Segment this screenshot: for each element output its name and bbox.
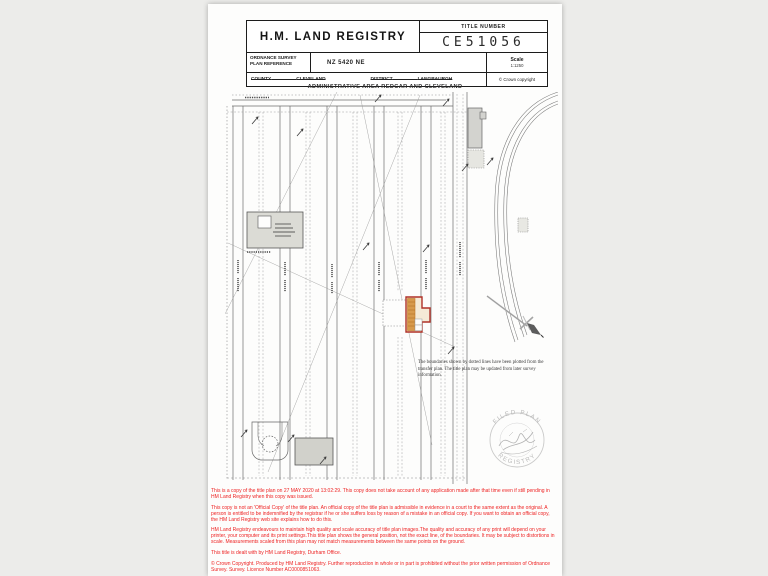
top-street (232, 100, 453, 106)
os-plan-reference-value: NZ 5420 NE (327, 59, 366, 66)
crease-lines (225, 92, 455, 472)
footer-paragraph-copy-date: This is a copy of the title plan on 27 MAY 2020 at 13:02:29. This copy does not take account of any application made after that time even if still pending in HM Land Registry when this copy was issued. (211, 488, 550, 500)
railway-curves (495, 92, 558, 342)
title-number-box (420, 21, 547, 52)
header-row-2 (247, 53, 547, 73)
crown-copyright-cell: © Crown copyright (486, 73, 547, 86)
cul-de-sac (252, 422, 288, 460)
school-building (247, 212, 303, 252)
scale-value: 1:1250 (510, 63, 524, 68)
os-plan-reference-label (247, 53, 311, 72)
adjacent-plot (383, 300, 406, 326)
administrative-area-heading: ADMINISTRATIVE AREA REDCAR AND CLEVELAND (307, 84, 463, 90)
tall-building (468, 108, 486, 168)
district-cell (367, 77, 487, 82)
registered-parcel (406, 297, 430, 332)
document-page (208, 4, 562, 576)
street-grid (233, 92, 467, 484)
bottom-building (295, 438, 333, 465)
filed-plan-stamp (479, 402, 555, 478)
county-cell (247, 77, 367, 82)
scale-box (486, 53, 547, 72)
footer-paragraph-quality: HM Land Registry endeavours to maintain high quality and scale accuracy of title plan images.The quality and accuracy of any print will depend on your printer, your computer and its print settings.This title plan shows the general position, not the exact line, of the boundaries. It may be subject to distortions in scale. Measurements scaled from this plan may not match measurements between the same points on the ground. (211, 527, 555, 546)
os-label-line1: ORDNANCE SURVEY (250, 55, 297, 60)
title-number-label: TITLE NUMBER (420, 21, 547, 33)
stamp-top-text: FILED PLAN (491, 408, 543, 426)
header-row-1 (247, 21, 547, 53)
footer-paragraph-crown-copyright: © Crown Copyright. Produced by HM Land Registry. Further reproduction in whole or in part is prohibited without the prior written permission of Ordnance Survey. Survey. Licence Number AC0000851063. (211, 561, 551, 573)
footer-legal-text (211, 489, 557, 576)
header-table (246, 20, 548, 87)
benchmark-flags (241, 95, 493, 464)
boundary-note: The boundaries shown by dotted lines have been plotted from the transfer plan. The title plan may be updated from later survey information. (418, 360, 544, 379)
stamp-bottom-text: REGISTRY (496, 451, 538, 467)
street-name-marks (238, 98, 460, 295)
registry-title: H.M. LAND REGISTRY (247, 21, 420, 52)
svg-text:REGISTRY (496, 452, 537, 466)
scale-label: Scale (510, 57, 524, 63)
footer-paragraph-office: This title is dealt with by HM Land Registry, Durham Office. (211, 550, 342, 557)
stamp-signature-scribble (499, 429, 537, 454)
footer-paragraph-official-copy: This copy is not an 'Official Copy' of the title plan. An official copy of the title plan is admissible in evidence in a court to the same extent as the original. A person is entitled to be indemnified by the registrar if he or she suffers loss by reason of a mistake in an official copy. If you want to obtain an official copy, the HM Land Registry web site explains how to do this. (211, 504, 550, 523)
os-label-line2: PLAN REFERENCE (250, 60, 293, 66)
small-building (518, 218, 528, 232)
title-number-value: CE51056 (442, 35, 525, 50)
district-struck-text: DISTRICT LANGBAURGH (370, 77, 453, 82)
county-struck-text: COUNTY CLEVELAND (251, 77, 326, 82)
